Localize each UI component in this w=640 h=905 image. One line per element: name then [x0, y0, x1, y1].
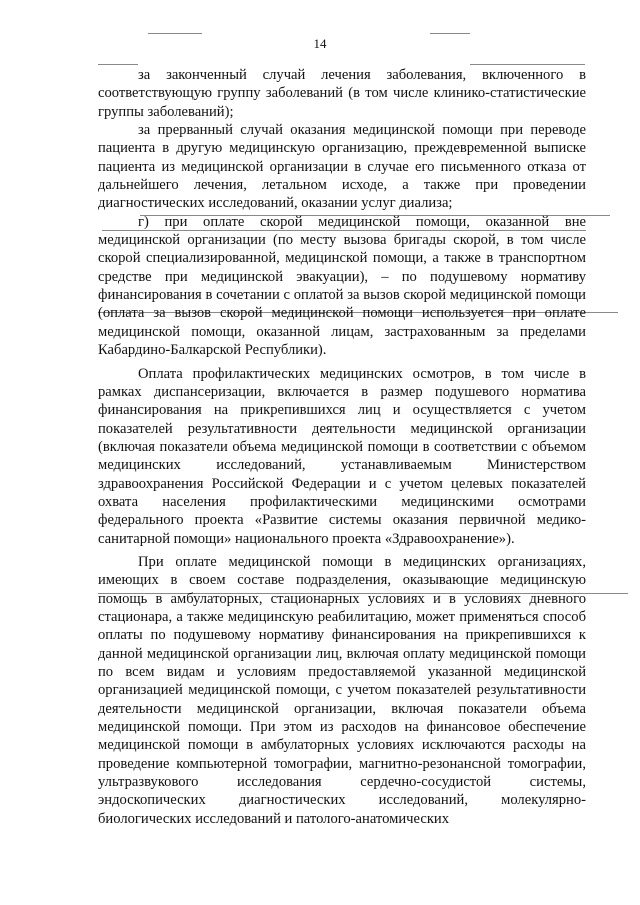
scan-line-top-right: [430, 33, 470, 34]
paragraph: за прерванный случай оказания медицинской помощи при переводе пациента в другую медицинскую организацию, преждевременной выписке пациента из медицинской организации в случае его письменного отказа от дальнейшего лечения, летальном исходе, а также при проведении диагностических исследований, оказании услуг диализа;: [98, 122, 586, 212]
paragraph: г) при оплате скорой медицинской помощи, оказанной вне медицинской организации (по месту вызова бригады скорой, в том числе скорой специализированной, медицинской помощи, а также в транспортном средстве при медицинской эвакуации), – по подушевому нормативу финансирования в сочетании с оплатой за вызов скорой медицинской помощи (оплата за вызов скорой медицинской помощи используется при оплате медицинской помощи, оказанной лицам, застрахованным за пределами Кабардино-Балкарской Республики).: [98, 213, 586, 359]
paragraph: При оплате медицинской помощи в медицинских организациях, имеющих в своем составе подразделения, оказывающие медицинскую помощь в амбулаторных, стационарных условиях и в условиях дневного стационара, а также медицинскую реабилитацию, может применяться способ оплаты по подушевому нормативу финансирования на прикрепившихся к данной медицинской организации лиц, включая оплату медицинской помощи по всем видам и условиям предоставляемой указанной медицинской организацией медицинской помощи, с учетом показателей результативности деятельности медицинской организации, включая показатели объема медицинской помощи. При этом из расходов на финансовое обеспечение медицинской помощи в амбулаторных условиях исключаются расходы на проведение компьютерной томографии, магнитно-резонансной томографии, ультразвукового исследования сердечно-сосудистой системы, эндоскопических диагностических исследований, молекулярно-биологических исследований и патолого-анатомических: [98, 553, 586, 827]
paragraph: за законченный случай лечения заболевания, включенного в соответствующую группу заболеваний (в том числе клинико-статистические группы заболеваний);: [98, 67, 586, 120]
scan-line-header-right: [470, 64, 585, 65]
page-number: 14: [313, 36, 327, 51]
paragraph: Оплата профилактических медицинских осмотров, в том числе в рамках диспансеризации, включается в размер подушевого норматива финансирования на прикрепившихся лиц и осуществляется с учетом показателей результативности деятельности медицинской организации (включая показатели объема медицинской помощи в соответствии с объемом медицинских исследований, устанавливаемым Министерством здравоохранения Российской Федерации и с учетом целевых показателей охвата населения профилактическими медицинскими осмотрами федерального проекта «Развитие системы оказания первичной медико-санитарной помощи» национального проекта «Здравоохранение»).: [98, 365, 586, 547]
scan-line-top-left: [148, 33, 202, 34]
scan-line-header-left: [98, 64, 138, 65]
document-body: [98, 66, 586, 828]
